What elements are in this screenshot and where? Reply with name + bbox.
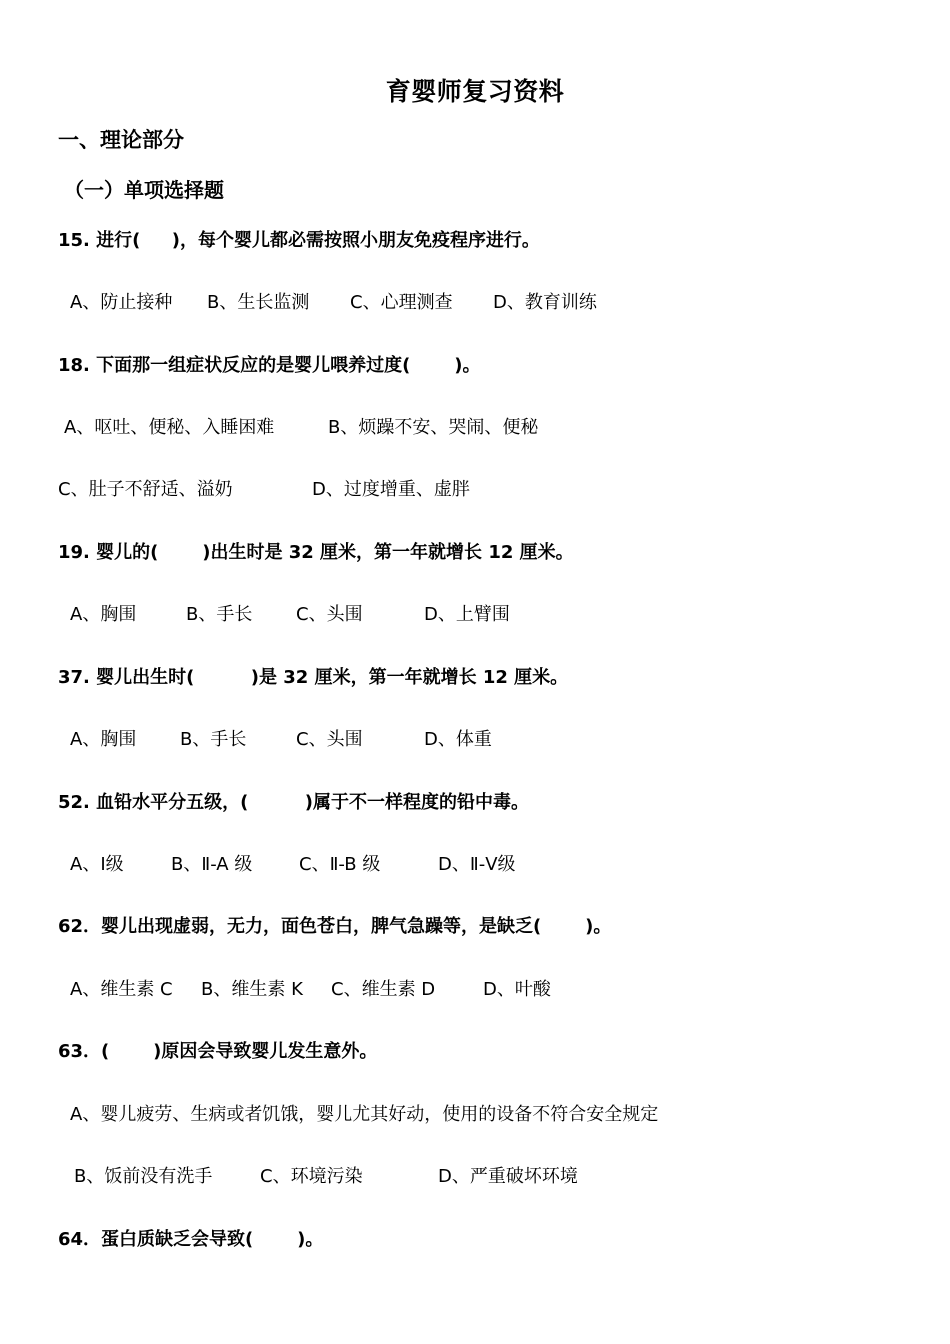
option-a: A、胸围 xyxy=(70,604,137,625)
option-d: D、叶酸 xyxy=(483,979,551,1000)
option-c: C、头围 xyxy=(296,604,363,625)
option-a: A、胸围 xyxy=(70,729,137,750)
question-52: 52. 血铅水平分五级，( )属于不一样程度的铅中毒。 xyxy=(58,792,530,813)
question-64: 64．蛋白质缺乏会导致( )。 xyxy=(58,1229,324,1250)
option-a: A、婴儿疲劳、生病或者饥饿，婴儿尤其好动，使用的设备不符合安全规定 xyxy=(70,1104,659,1125)
option-d: D、过度增重、虚胖 xyxy=(312,479,470,500)
option-b: B、生长监测 xyxy=(207,292,310,313)
option-a: A、防止接种 xyxy=(70,292,173,313)
question-15: 15. 进行( )，每个婴儿都必需按照小朋友免疫程序进行。 xyxy=(58,230,540,251)
option-c: C、头围 xyxy=(296,729,363,750)
option-b: B、手长 xyxy=(180,729,247,750)
option-d: D、Ⅱ-Ⅴ级 xyxy=(438,854,516,875)
option-c: C、肚子不舒适、溢奶 xyxy=(58,479,233,500)
option-a: A、维生素 C xyxy=(70,979,173,1000)
option-c: C、维生素 D xyxy=(331,979,436,1000)
section-heading: 一、理论部分 xyxy=(58,128,184,152)
option-b: B、烦躁不安、哭闹、便秘 xyxy=(328,417,539,438)
option-c: C、心理测查 xyxy=(350,292,453,313)
option-b: B、Ⅱ-A 级 xyxy=(171,854,253,875)
question-18: 18. 下面那一组症状反应的是婴儿喂养过度( )。 xyxy=(58,355,481,376)
subsection-heading: （一）单项选择题 xyxy=(64,178,224,202)
question-63: 63．( )原因会导致婴儿发生意外。 xyxy=(58,1041,378,1062)
question-62: 62．婴儿出现虚弱，无力，面色苍白，脾气急躁等，是缺乏( )。 xyxy=(58,916,612,937)
option-d: D、教育训练 xyxy=(493,292,597,313)
option-d: D、上臂围 xyxy=(424,604,510,625)
question-19: 19. 婴儿的( )出生时是 32 厘米，第一年就增长 12 厘米。 xyxy=(58,542,574,563)
option-c: C、环境污染 xyxy=(260,1166,363,1187)
option-b: B、维生素 K xyxy=(201,979,303,1000)
option-a: A、Ⅰ级 xyxy=(70,854,124,875)
option-b: B、手长 xyxy=(186,604,253,625)
option-d: D、体重 xyxy=(424,729,492,750)
option-c: C、Ⅱ-B 级 xyxy=(299,854,381,875)
option-b: B、饭前没有洗手 xyxy=(74,1166,213,1187)
option-d: D、严重破坏环境 xyxy=(438,1166,578,1187)
option-a: A、呕吐、便秘、入睡困难 xyxy=(64,417,275,438)
document-title: 育婴师复习资料 xyxy=(385,77,565,106)
question-37: 37. 婴儿出生时( )是 32 厘米，第一年就增长 12 厘米。 xyxy=(58,667,569,688)
